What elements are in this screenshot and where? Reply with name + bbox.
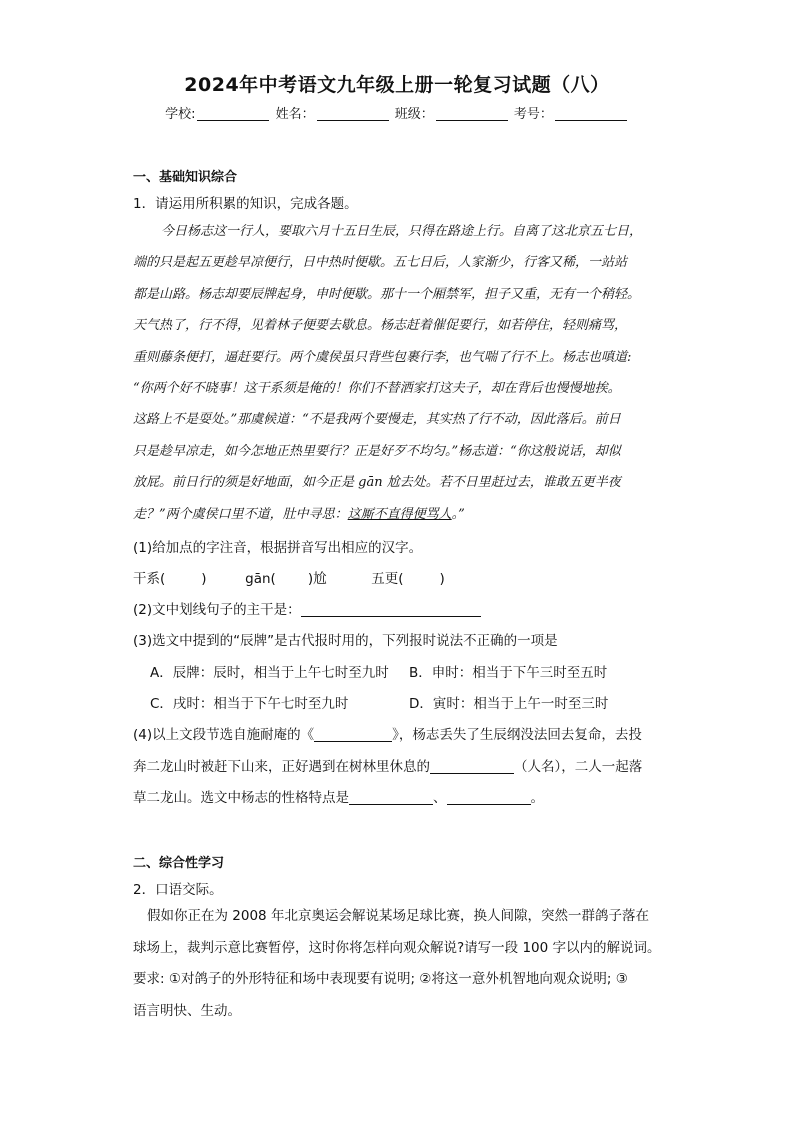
passage-line: “你两个好不晓事！这干系须是俺的！你们不替洒家打这夫子，却在背后也慢慢地挨。	[133, 380, 621, 396]
answer-blank[interactable]	[301, 602, 481, 617]
subquestion-4-line3	[133, 786, 544, 806]
exam-no-blank[interactable]	[555, 106, 627, 121]
subquestion-4-text: 。	[530, 790, 544, 806]
subquestion-4-text: 草二龙山。选文中杨志的性格特点是	[133, 790, 349, 806]
passage-line: 只是趁早凉走，如今怎地正热里要行？正是好歹不均匀。”杨志道：“你这般说话，却似	[133, 443, 621, 459]
item-ga: )尬	[307, 571, 327, 587]
section-heading-basics: 一、基础知识综合	[133, 170, 238, 185]
item-wugeng: 五更(	[371, 571, 404, 587]
passage-line: 放屁。前日行的须是好地面，如今正是 gān 尬去处。若不日里赶过去，谁敢五更半夜	[133, 475, 621, 491]
question-2-paragraph	[133, 906, 665, 1032]
paragraph-line: 语言明快、生动。	[133, 1002, 241, 1019]
class-label: 班级：	[394, 107, 434, 122]
name-label: 姓名：	[275, 107, 315, 122]
subquestion-1-items	[133, 567, 445, 587]
passage-line: 天气热了，行不得，见着林子便要去歇息。杨志赶着催促要行，如若停住，轻则痛骂，	[133, 318, 628, 334]
answer-blank[interactable]	[447, 790, 531, 805]
paragraph-line: 要求: ①对鸽子的外形特征和场中表现要有说明; ②将这一意外机智地向观众说明; ③	[133, 971, 628, 987]
passage-line: 重则藤条便打，逼赶要行。两个虞侯虽只背些包裹行李，也气喘了行不上。杨志也嗔道:	[133, 349, 632, 365]
option-c[interactable]: C．戌时：相当于下午七时至九时	[150, 696, 349, 712]
subquestion-4-line2	[133, 755, 642, 775]
section-heading-comprehensive: 二、综合性学习	[133, 856, 225, 871]
subquestion-3: (3)选文中提到的“辰牌”是古代报时用的，下列报时说法不正确的一项是	[133, 633, 558, 649]
student-info-line	[0, 103, 794, 122]
school-blank[interactable]	[197, 106, 269, 121]
passage-end-quote: 。”	[451, 506, 465, 522]
passage-line: 这路上不是耍处。”那虞候道：“不是我两个要慢走，其实热了行不动，因此落后。前日	[133, 412, 621, 428]
subquestion-4-text: 》，杨志丢失了生辰纲没法回去复命，去投	[392, 727, 642, 743]
subquestion-4-text: (4)以上文段节选自施耐庵的《	[133, 727, 315, 743]
school-label: 学校:	[165, 107, 196, 122]
subquestion-4-text: 奔二龙山时被赶下山来，正好遇到在树林里休息的	[133, 759, 430, 775]
class-blank[interactable]	[436, 106, 508, 121]
passage-last-line	[133, 505, 665, 536]
passage-line-text: 走？”两个虞侯口里不道，肚中寻思：	[133, 506, 348, 522]
passage-line: 都是山路。杨志却要辰牌起身，申时便歇。那十一个厢禁军，担子又重，无有一个稍轻。	[133, 286, 641, 302]
paragraph-line: 假如你正在为 2008 年北京奥运会解说某场足球比赛，换人间隙，突然一群鸽子落在	[147, 908, 649, 924]
item-close: )	[201, 571, 207, 587]
subquestion-1: (1)给加点的字注音，根据拼音写出相应的汉字。	[133, 540, 423, 556]
passage-line: 端的只是起五更趁早凉便行，日中热时便歇。五七日后，人家渐少，行客又稀，一站站	[133, 255, 628, 271]
subquestion-2-text: (2)文中划线句子的主干是：	[133, 602, 301, 618]
item-gan: gān(	[245, 571, 276, 587]
item-ganxi: 干系(	[133, 571, 166, 587]
page-title: 2024年中考语文九年级上册一轮复习试题（八）	[184, 74, 610, 96]
passage-line: 今日杨志这一行人，要取六月十五日生辰，只得在路途上行。自离了这北京五七日，	[161, 224, 643, 239]
exam-no-label: 考号：	[513, 107, 553, 122]
name-blank[interactable]	[317, 106, 389, 121]
reading-passage	[133, 222, 665, 536]
answer-blank[interactable]	[314, 727, 392, 742]
option-d[interactable]: D．寅时：相当于上午一时至三时	[409, 696, 609, 712]
subquestion-4-line1	[133, 723, 642, 743]
subquestion-2	[133, 598, 481, 618]
subquestion-4-text: （人名），二人一起落	[514, 759, 643, 775]
answer-blank[interactable]	[430, 759, 514, 774]
option-a[interactable]: A．辰牌：辰时，相当于上午七时至九时	[150, 665, 389, 681]
underlined-sentence: 这厮不直得便骂人	[347, 506, 452, 522]
question-2-stem: 2．口语交际。	[133, 882, 223, 898]
answer-blank[interactable]	[349, 790, 433, 805]
subquestion-4-text: 、	[433, 790, 447, 806]
paragraph-line: 球场上，裁判示意比赛暂停，这时你将怎样向观众解说?请写一段 100 字以内的解说词。	[133, 939, 661, 956]
item-close: )	[439, 571, 445, 587]
option-b[interactable]: B．申时：相当于下午三时至五时	[409, 665, 608, 681]
question-1-stem: 1．请运用所积累的知识，完成各题。	[133, 196, 358, 212]
